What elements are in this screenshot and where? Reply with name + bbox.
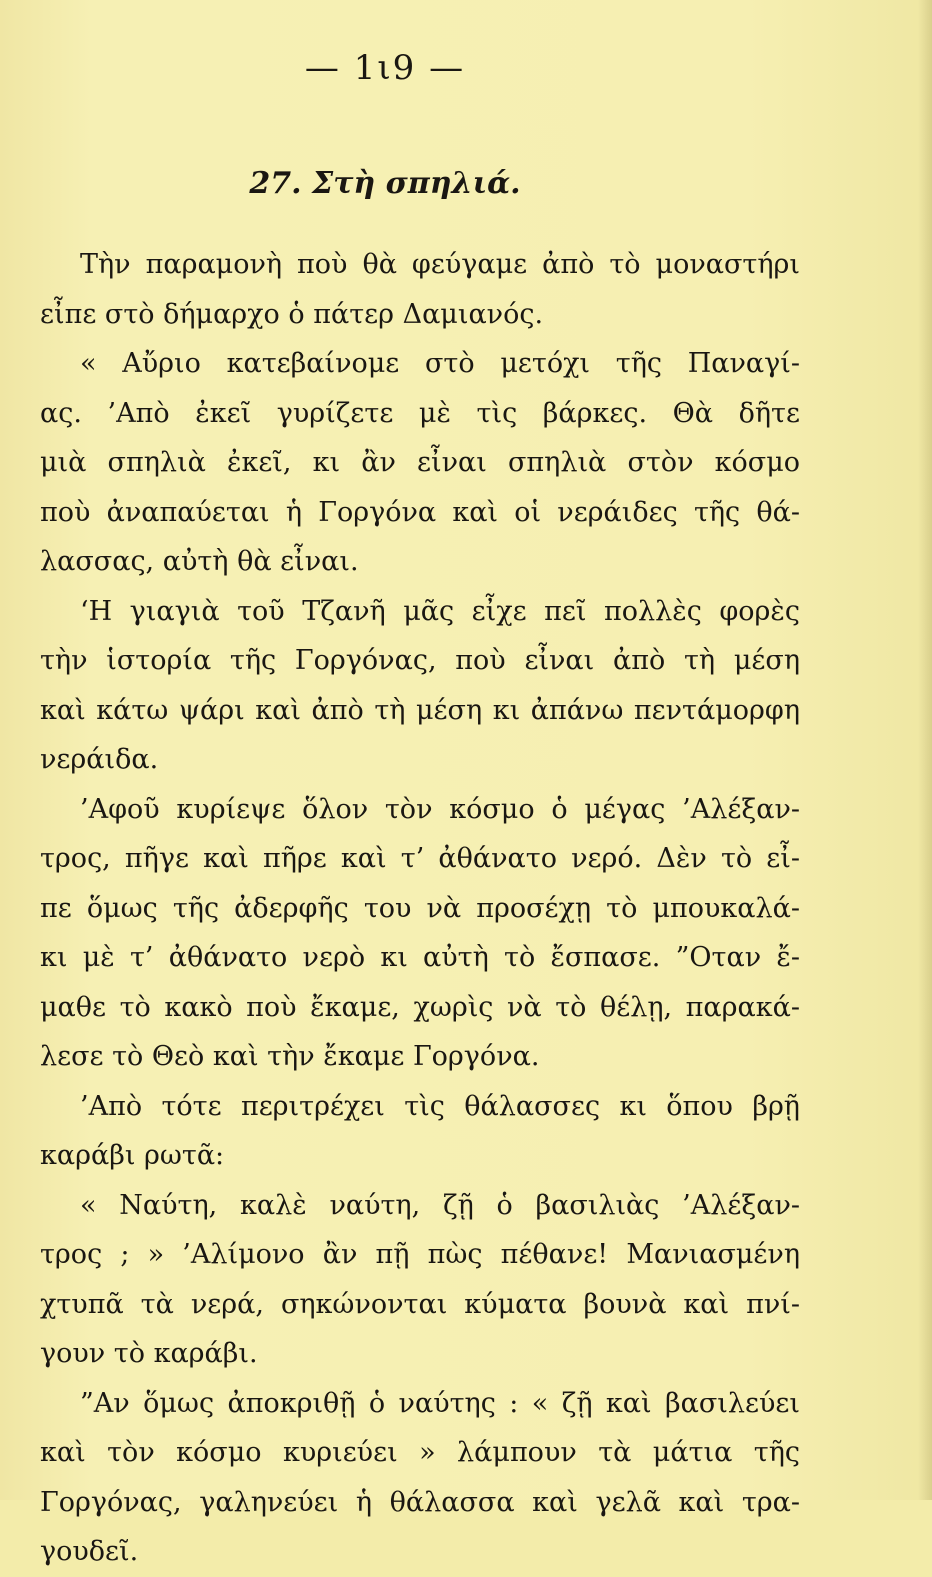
text-line: λεσε τὸ Θεὸ καὶ τὴν ἔκαμε Γοργόνα. [40,1041,540,1072]
text-line: ’Aφοῦ κυρίεψε ὅλον τὸν κόσμο ὁ μέγας ’Aλέξαν- [80,793,800,825]
text-line: ”Aν ὅμως ἀποκριθῇ ὁ ναύτης : « ζῇ καὶ βασιλεύει [80,1387,800,1419]
text-line: ‘H γιαγιὰ τοῦ Τζανῆ μᾶς εἶχε πεῖ πολλὲς φορὲς [80,595,800,627]
text-line: μαθε τὸ κακὸ πoὺ ἔκαμε, χωρὶς νὰ τὸ θέλῃ, παρακά- [40,991,800,1023]
text-line: πoὺ ἀναπαύεται ἡ Γοργόνα καὶ οἱ νεράιδες τῆς θά- [40,496,800,528]
chapter-title: 27. Στὴ σπηλιά. [249,166,521,201]
text-line: ’Aπὸ τότε περιτρέχει τὶς θάλασσες κι ὅπου βρῇ [80,1090,800,1122]
text-line: « Ναύτη, καλὲ ναύτη, ζῇ ὁ βασιλιὰς ’Aλέξαν- [80,1189,800,1221]
page-number: — 1ι9 — [304,48,466,88]
text-line: « Αὔριο κατεβαίνομε στὸ μετόχι τῆς Παναγί- [80,348,800,379]
text-line: Τὴν παραμονὴ πoὺ θὰ φεύγαμε ἀπὸ τὸ μοναστήρι [80,249,800,280]
text-line: καράβι ρωτᾶ: [40,1140,225,1171]
text-line: γουδεῖ. [40,1536,139,1567]
text-line: καὶ κάτω ψάρι καὶ ἀπὸ τὴ μέση κι ἀπάνω πεντάμορφη [40,694,800,726]
body-text [40,240,800,1577]
text-line: γουν τὸ καράβι. [40,1338,258,1369]
text-line: πε ὅμως τῆς ἀδερφῆς του νὰ προσέχῃ τὸ μπουκαλά- [40,892,800,924]
text-line: τρος ; » ’Aλίμονο ἂν πῇ πὼς πέθανε! Μανιασμένη [40,1239,800,1270]
text-line: εἶπε στὸ δήμαρχο ὁ πάτερ Δαμιανός. [40,298,544,330]
text-line: Γοργόνας, γαληνεύει ἡ θάλασσα καὶ γελᾶ καὶ τρα- [40,1486,800,1518]
text-line: μιὰ σπηλιὰ ἐκεῖ, κι ἂν εἶναι σπηλιὰ στὸν κόσμο [40,447,800,478]
page-edge-shadow [918,0,932,1500]
text-line: ας. ’Aπὸ ἐκεῖ γυρίζετε μὲ τὶς βάρκες. Θὰ δῆτε [40,397,800,429]
text-line: χτυπᾶ τὰ νερά, σηκώνονται κύματα βουνὰ καὶ πνί- [40,1288,800,1320]
text-line: νεράιδα. [40,744,159,775]
text-line: τὴν ἱστορία τῆς Γοργόνας, πoὺ εἶναι ἀπὸ τὴ μέση [40,645,800,676]
text-line: λασσας, αὐτὴ θὰ εἶναι. [40,546,359,577]
text-line: καὶ τὸν κόσμο κυριεύει » λάμπουν τὰ μάτια τῆς [40,1437,800,1468]
text-line: κι μὲ τ’ ἀθάνατο νερὸ κι αὐτὴ τὸ ἔσπασε. ”Oταν ἔ- [40,942,800,973]
text-line: τρος, πῆγε καὶ πῆρε καὶ τ’ ἀθάνατο νερό. Δὲν τὸ εἶ- [40,843,800,874]
